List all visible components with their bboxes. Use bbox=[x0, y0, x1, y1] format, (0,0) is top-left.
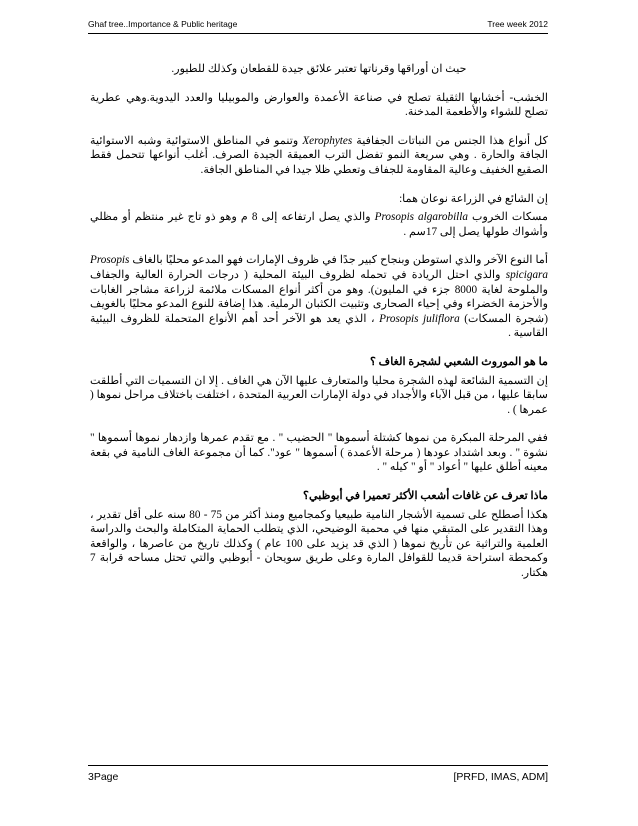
latin-juliflora: Prosopis juliflora bbox=[379, 312, 460, 325]
paragraph-leaves: حيث ان أوراقها وقرناتها تعتبر علائق جيدة للقطعان وكذلك للطيور. bbox=[171, 63, 467, 75]
latin-algarobilla: Prosopis algarobilla bbox=[374, 211, 468, 224]
algarobilla-text-a: مسكات الخروب bbox=[468, 211, 548, 224]
latin-xerophytes: Xerophytes bbox=[302, 134, 353, 147]
paragraph-growth-stages: ففي المرحلة المبكرة من نموها كشتلة أسموها " الحضيب " . مع تقدم عمرها وازدهار نموها أسموها " نشوة " . وبعد اشتداد عودها ( مرحلة الأعمدة ) أسموها " عود". كما أن مجموعة الغاف النامية في بقعة معينه أطلق عليها " أعواد " أو " كيله " . bbox=[90, 432, 548, 474]
algarobilla-text-b: والذي يصل ارتفاعه إلى 8 م وهو ذو تاج غير منتظم أو مظلي وأشواك طولها يصل إلى 17سم . bbox=[90, 211, 548, 238]
paragraph-spicigara bbox=[90, 253, 548, 341]
document-body bbox=[90, 62, 548, 595]
paragraph-oldest-ghaf: هكذا أصطلح على تسمية الأشجار النامية طبيعيا وكمجاميع ومنذ أكثر من 75 - 80 سنه على أقل تقدير ، وهذا التقدير على المتبقي منها في محمية الوضيحي، الذي يتطلب الحماية المتكاملة والبحث والدراسة العلمية والتراثية عن تأريخ نموها ( الذي قد يزيد على 100 عام ) وكذلك تاريخ من عاصرها ، والواقعة وكمحطة استراحة قديما للقوافل المارة وعلى طريق سويحان - أبوظبي والتي تحتل مساحه قرابة 7 هكتار. bbox=[90, 508, 548, 580]
page-header bbox=[88, 19, 548, 33]
page-number: 3Page bbox=[88, 771, 119, 783]
xerophytes-text-a: كل أنواع هذا الجنس من النباتات الجفافية bbox=[352, 134, 548, 147]
paragraph-two-species: إن الشائع في الزراعة نوعان هما: bbox=[399, 192, 548, 205]
paragraph-wood: الخشب- أخشابها الثقيلة تصلح في صناعة الأعمدة والعوارض والموبيليا والعدد اليدوية.وهي عطرية تصلح للشواء والأطعمة المدخنة. bbox=[90, 91, 548, 119]
section-heading-oldest-ghaf: ماذا تعرف عن غافات أشعب الأكثر تعميرا في أبوظبي؟ bbox=[303, 490, 548, 503]
spicigara-text-a: أما النوع الآخر والذي استوطن وبنجاح كبير جدًا في ظروف الإمارات فهو المدعو محليًا بالغاف bbox=[129, 254, 548, 267]
footer-organization: [PRFD, IMAS, ADM] bbox=[453, 771, 548, 783]
latin-spicigara: Prosopis spicigara bbox=[90, 254, 548, 281]
spicigara-text-b: والذي احتل الريادة في تحمله لظروف البيئة المحلية ( درجات الحرارة العالية والجفاف والملوحة لغاية 8000 جزء في المليون). وهو من أكثر أنواع المسكات ملائمة لزراعة مشاجر الغابات والأحزمة الخضراء وفي إحياء الصحارى وتثبيت الكثبان الرملية. هذا إضافة للنوع المدعو محليًا بالغويف (شجرة المسكات) bbox=[90, 268, 548, 325]
footer-divider bbox=[88, 765, 548, 766]
spicigara-text-c: ، الذي يعد هو الآخر أحد أهم الأنواع المتحملة للظروف البيئية القاسية . bbox=[90, 312, 548, 340]
paragraph-xerophytes bbox=[90, 134, 548, 178]
paragraph-naming: إن التسمية الشائعة لهذه الشجرة محليا والمتعارف عليها الآن هي الغاف . إلا ان التسميات التي أطلقت سابقا عليها ، من قبل الآباء والأجداد في دولة الإمارات العربية المتحدة ، اختلفت باختلاف مراحل نموها ( عمرها ) . bbox=[90, 374, 548, 416]
header-divider bbox=[88, 33, 548, 34]
section-heading-heritage: ما هو الموروث الشعبي لشجرة الغاف ؟ bbox=[369, 355, 548, 368]
header-left-title: Ghaf tree..Importance & Public heritage bbox=[88, 19, 238, 29]
xerophytes-text-b: وتنمو في المناطق الاستوائية وشبه الاستوائية الجافة والحارة . وهي سريعة النمو تفضل الترب العميقة الجيدة الصرف. أغلب أنواعها تتحمل فقط الصقيع الخفيف وعالية المقاومة للجفاف وتعطي ظلا جيدا في المناطق الجافة. bbox=[90, 134, 548, 176]
header-right-title: Tree week 2012 bbox=[487, 19, 548, 29]
paragraph-algarobilla bbox=[90, 210, 548, 239]
